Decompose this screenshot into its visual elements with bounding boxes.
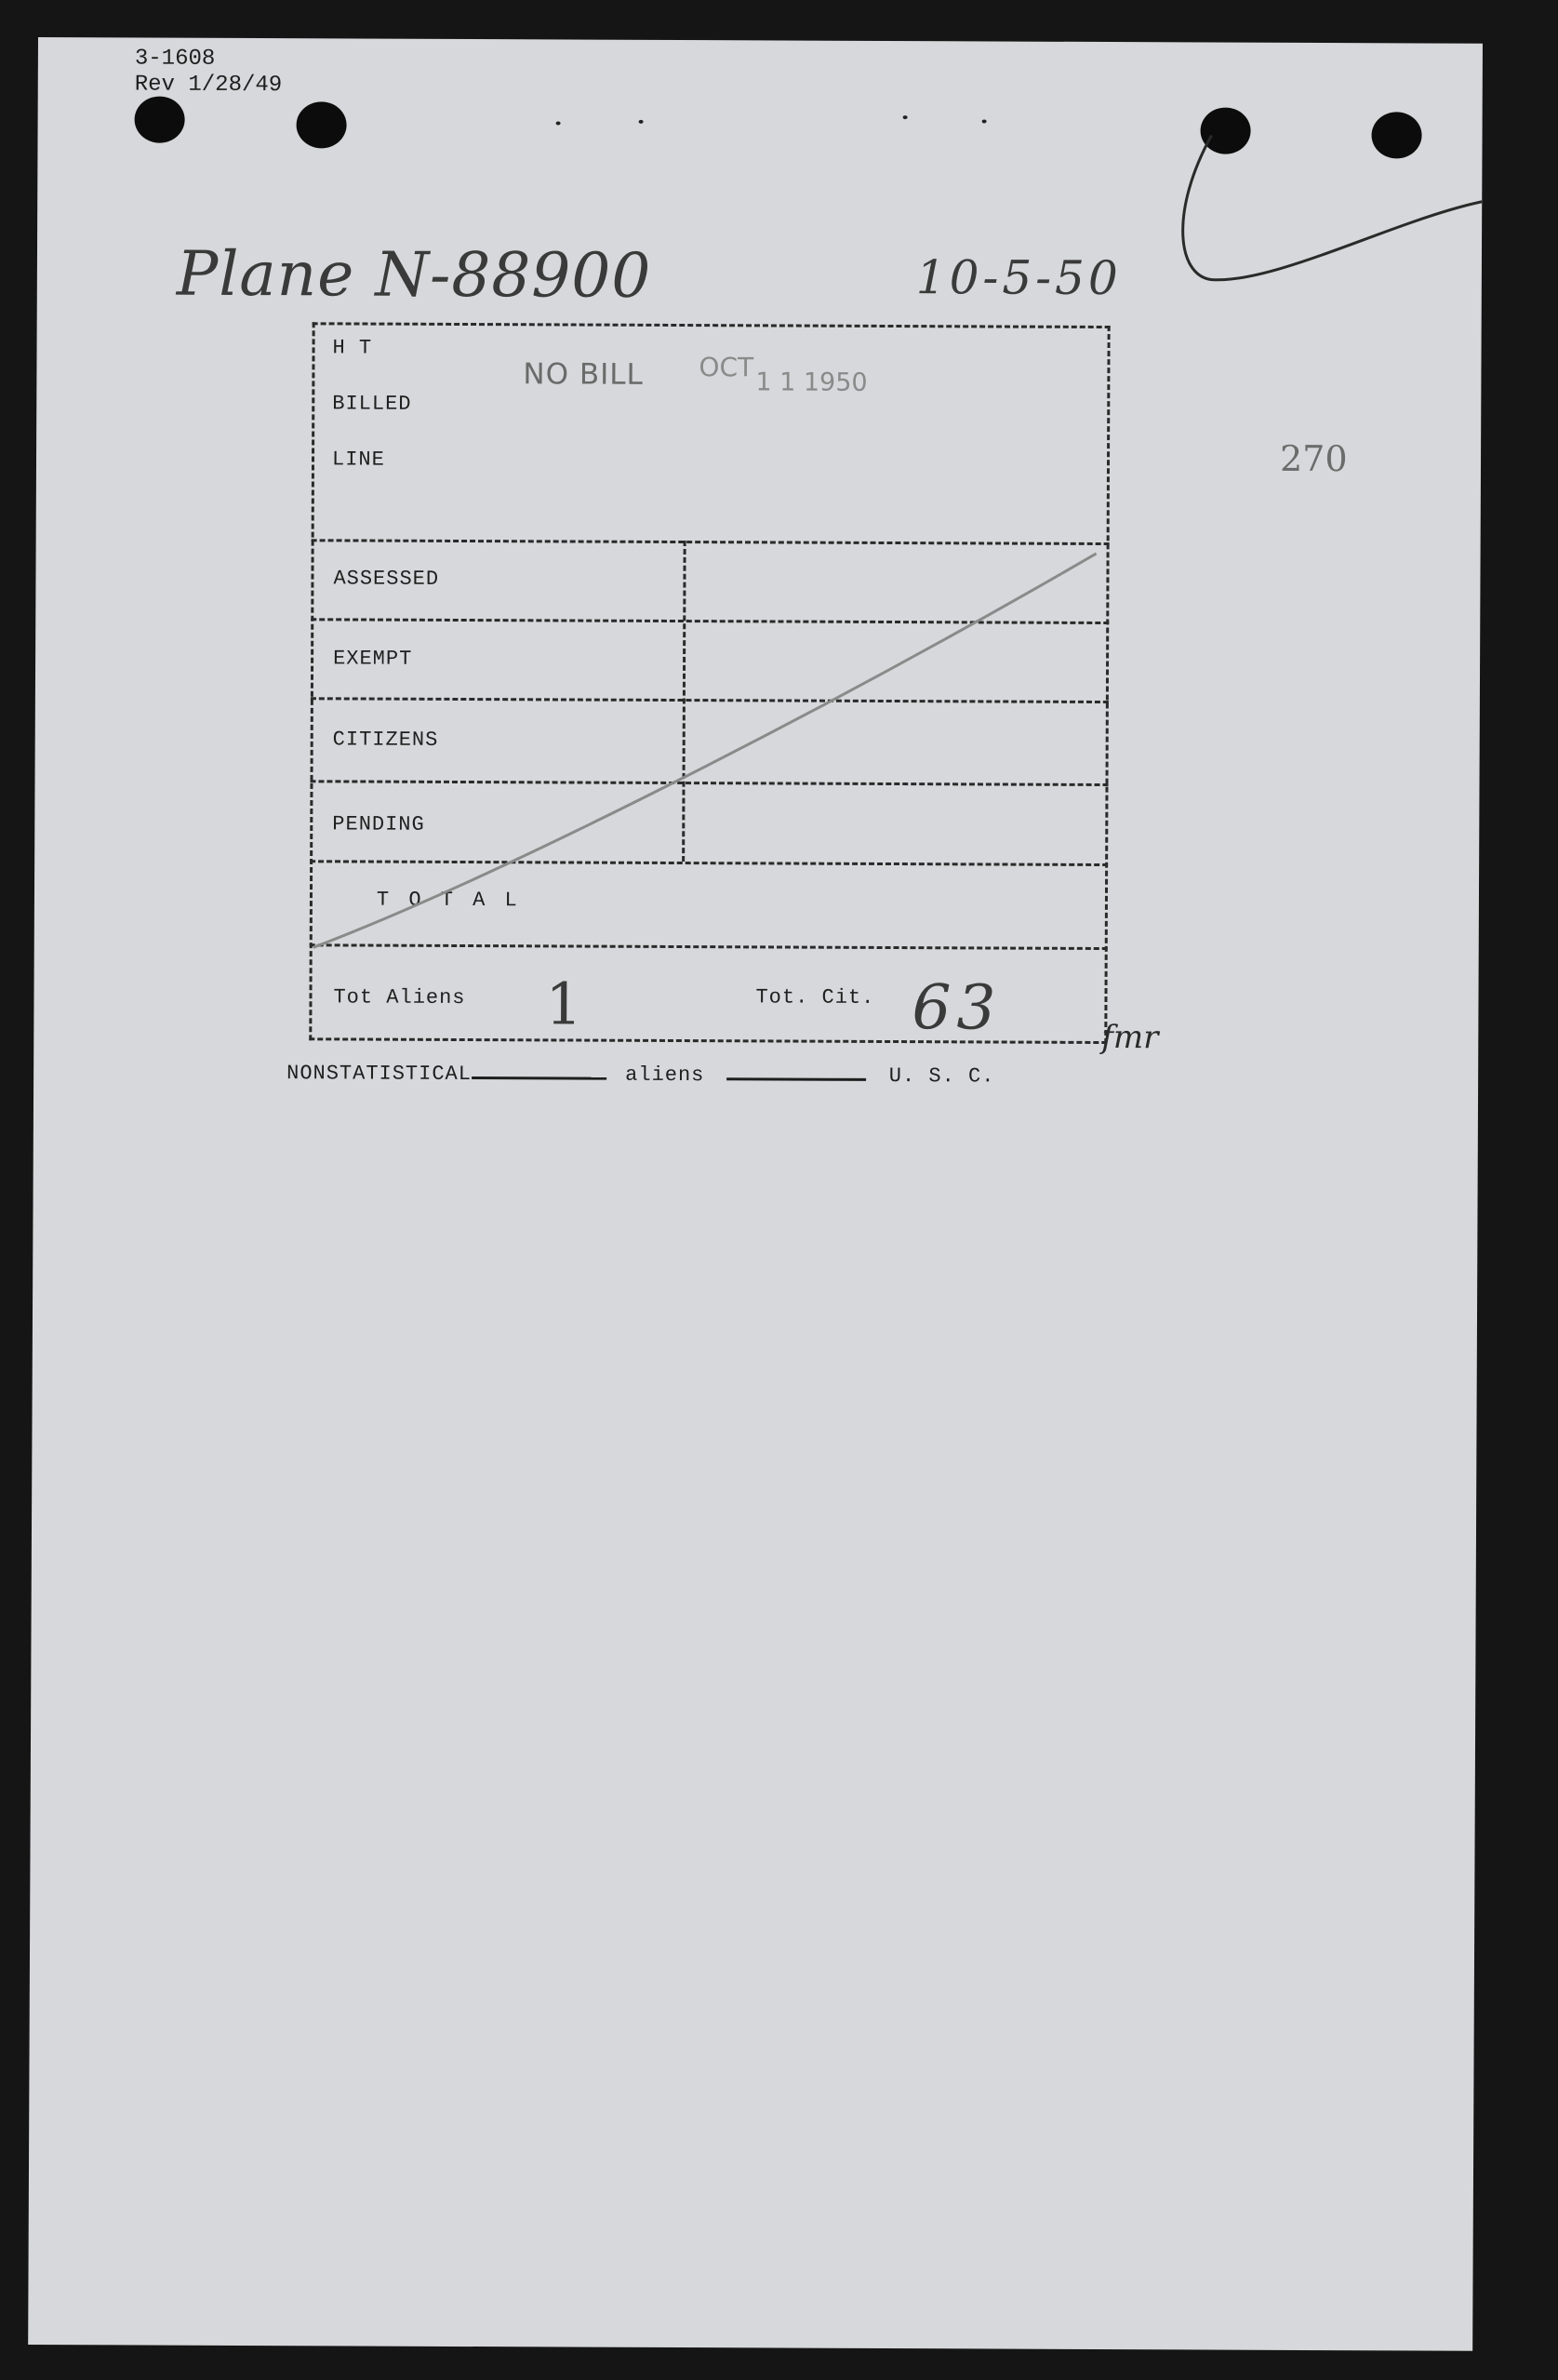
page-number: 270 xyxy=(1279,437,1348,480)
plane-number-handwritten: Plane N-88900 xyxy=(176,237,652,312)
document-page xyxy=(28,37,1483,2351)
form-revision: Rev 1/28/49 xyxy=(134,72,283,99)
row-label-pending: PENDING xyxy=(332,812,425,836)
total-aliens-label: Tot Aliens xyxy=(333,985,466,1010)
row-label-billed: BILLED xyxy=(332,392,412,416)
row-label-ht: H T xyxy=(332,336,373,360)
row-label-assessed: ASSESSED xyxy=(333,567,440,591)
total-aliens-value: 1 xyxy=(545,969,583,1038)
nonstatistical-label: NONSTATISTICAL xyxy=(286,1062,473,1087)
total-citizens-label: Tot. Cit. xyxy=(755,985,875,1009)
pen-strokes xyxy=(28,37,1483,2351)
total-citizens-value: 63 xyxy=(912,971,1002,1044)
initials-handwritten: fmr xyxy=(1101,1018,1159,1057)
date-handwritten: 10-5-50 xyxy=(915,250,1122,306)
date-stamp-date: 1 1 1950 xyxy=(755,368,868,397)
form-number: 3-1608 xyxy=(134,46,216,72)
usc-label: U. S. C. xyxy=(888,1064,995,1089)
total-label: T O T A L xyxy=(376,888,521,913)
row-label-citizens: CITIZENS xyxy=(332,728,439,752)
no-bill-stamp: NO BILL xyxy=(523,357,644,392)
diagonal-cross-out-line xyxy=(313,550,1097,951)
aliens-label: aliens xyxy=(625,1063,705,1088)
row-label-exempt: EXEMPT xyxy=(333,647,413,671)
date-stamp-month: OCT xyxy=(699,352,754,383)
corner-curve-stroke xyxy=(1182,135,1482,281)
row-label-line: LINE xyxy=(331,448,385,472)
